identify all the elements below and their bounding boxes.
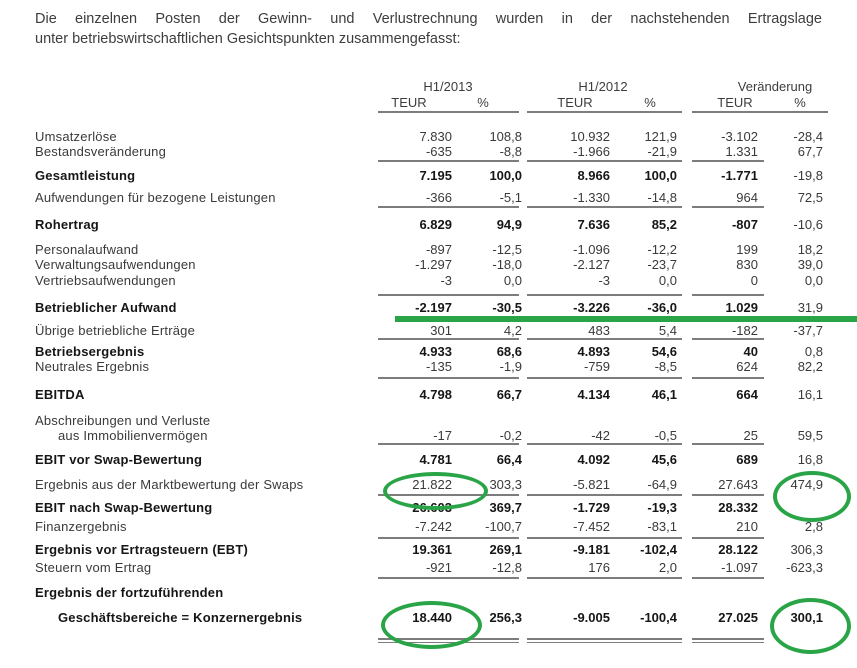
- cell-percent-value: 16,1: [797, 387, 823, 402]
- cell-teur-value: -42: [591, 428, 610, 443]
- table-rule: [692, 377, 764, 379]
- cell-percent-value: -19,3: [647, 500, 677, 515]
- row-label: Geschäftsbereiche = Konzernergebnis: [58, 610, 303, 625]
- table-row: [0, 169, 857, 185]
- row-label: aus Immobilienvermögen: [58, 428, 208, 443]
- cell-percent-value: 4,2: [503, 323, 522, 338]
- unit-header: TEUR: [717, 95, 753, 110]
- cell-teur-value: 7.636: [577, 217, 610, 232]
- table-row: [0, 301, 857, 317]
- cell-percent-value: -1,9: [499, 359, 522, 374]
- cell-teur-value: 176: [588, 560, 610, 575]
- table-rule: [527, 377, 682, 379]
- row-label: Ergebnis vor Ertragsteuern (EBT): [35, 542, 248, 557]
- row-label: Ergebnis aus der Marktbewertung der Swaps: [35, 477, 304, 492]
- unit-header: TEUR: [391, 95, 427, 110]
- table-rule: [692, 642, 764, 643]
- cell-percent-value: -21,9: [647, 144, 677, 159]
- table-rule: [692, 494, 764, 496]
- cell-teur-value: -9.181: [573, 542, 610, 557]
- row-label: Übrige betriebliche Erträge: [35, 323, 196, 338]
- cell-percent-value: -18,0: [492, 257, 522, 272]
- cell-teur-value: 830: [736, 257, 758, 272]
- cell-percent-value: 100,0: [489, 168, 522, 183]
- cell-percent-value: 54,6: [651, 344, 677, 359]
- cell-teur-value: 18.440: [412, 610, 452, 625]
- cell-percent-value: -83,1: [647, 519, 677, 534]
- cell-teur-value: 25: [743, 428, 758, 443]
- cell-teur-value: 689: [736, 452, 758, 467]
- cell-teur-value: 8.966: [577, 168, 610, 183]
- cell-teur-value: -5.821: [573, 477, 610, 492]
- row-label: Ergebnis der fortzuführenden: [35, 585, 224, 600]
- cell-percent-value: 45,6: [651, 452, 677, 467]
- table-rule: [692, 577, 764, 579]
- cell-percent-value: 16,8: [797, 452, 823, 467]
- highlight-circle-18440: [381, 601, 482, 649]
- cell-teur-value: -3.102: [721, 129, 758, 144]
- green-highlight-line: [395, 316, 857, 322]
- cell-teur-value: -7.242: [415, 519, 452, 534]
- cell-percent-value: -14,8: [647, 190, 677, 205]
- table-row: [0, 543, 857, 559]
- cell-percent-value: 59,5: [797, 428, 823, 443]
- cell-teur-value: 27.025: [718, 610, 758, 625]
- row-label: Neutrales Ergebnis: [35, 359, 150, 374]
- cell-percent-value: 474,9: [790, 477, 823, 492]
- cell-percent-value: 0,0: [658, 273, 677, 288]
- cell-percent-value: 85,2: [651, 217, 677, 232]
- cell-percent-value: 306,3: [790, 542, 823, 557]
- cell-teur-value: -1.966: [573, 144, 610, 159]
- cell-teur-value: -635: [425, 144, 452, 159]
- table-rule: [527, 642, 682, 643]
- cell-percent-value: -100,4: [640, 610, 677, 625]
- cell-percent-value: 0,8: [804, 344, 823, 359]
- table-rule: [692, 294, 764, 296]
- row-label: Abschreibungen und Verluste: [35, 413, 211, 428]
- table-rule: [527, 206, 682, 208]
- percent-header: %: [794, 95, 806, 110]
- cell-teur-value: -135: [425, 359, 452, 374]
- cell-teur-value: 28.332: [718, 500, 758, 515]
- cell-teur-value: 199: [736, 242, 758, 257]
- cell-percent-value: 82,2: [797, 359, 823, 374]
- cell-percent-value: 369,7: [489, 500, 522, 515]
- table-rule: [378, 443, 519, 445]
- cell-teur-value: -9.005: [573, 610, 610, 625]
- table-rule: [692, 537, 764, 539]
- cell-teur-value: -1.297: [415, 257, 452, 272]
- cell-percent-value: 303,3: [489, 477, 522, 492]
- cell-percent-value: 2,8: [804, 519, 823, 534]
- cell-percent-value: 108,8: [489, 129, 522, 144]
- table-rule: [527, 577, 682, 579]
- row-label: Betrieblicher Aufwand: [35, 300, 177, 315]
- table-row: [0, 274, 857, 290]
- row-label: Umsatzerlöse: [35, 129, 117, 144]
- table-rule: [527, 443, 682, 445]
- row-label: Gesamtleistung: [35, 168, 136, 183]
- cell-percent-value: -23,7: [647, 257, 677, 272]
- cell-teur-value: -759: [583, 359, 610, 374]
- intro-paragraph: [35, 9, 822, 49]
- table-rule: [527, 537, 682, 539]
- cell-percent-value: 66,4: [496, 452, 522, 467]
- cell-teur-value: 4.781: [419, 452, 452, 467]
- highlight-circle-21822: [383, 472, 488, 510]
- cell-teur-value: 7.830: [419, 129, 452, 144]
- cell-teur-value: -897: [425, 242, 452, 257]
- cell-teur-value: 1.029: [725, 300, 758, 315]
- cell-percent-value: 68,6: [496, 344, 522, 359]
- table-rule: [527, 494, 682, 496]
- table-row: [0, 191, 857, 207]
- row-label: Rohertrag: [35, 217, 99, 232]
- column-group-header: H1/2012: [578, 79, 628, 94]
- cell-percent-value: 31,9: [797, 300, 823, 315]
- table-rule: [692, 160, 764, 162]
- column-group-header: H1/2013: [423, 79, 473, 94]
- row-label: Aufwendungen für bezogene Leistungen: [35, 190, 276, 205]
- column-group-header: Veränderung: [737, 79, 813, 94]
- cell-teur-value: 664: [736, 387, 758, 402]
- highlight-circle-300-1: [770, 598, 851, 654]
- cell-percent-value: 269,1: [489, 542, 522, 557]
- cell-percent-value: -102,4: [640, 542, 677, 557]
- row-label: Finanzergebnis: [35, 519, 127, 534]
- table-rule: [692, 443, 764, 445]
- table-row: [0, 453, 857, 469]
- cell-teur-value: 26.603: [412, 500, 452, 515]
- cell-percent-value: 2,0: [658, 560, 677, 575]
- table-row: [0, 258, 857, 274]
- table-rule: [378, 377, 519, 379]
- row-label: EBIT vor Swap-Bewertung: [35, 452, 203, 467]
- cell-teur-value: 4.798: [419, 387, 452, 402]
- cell-teur-value: 0: [750, 273, 758, 288]
- table-rule: [692, 111, 828, 113]
- cell-teur-value: 4.092: [577, 452, 610, 467]
- unit-header: TEUR: [557, 95, 593, 110]
- table-row: [0, 586, 857, 602]
- cell-teur-value: 6.829: [419, 217, 452, 232]
- cell-percent-value: 256,3: [489, 610, 522, 625]
- table-rule: [527, 638, 682, 640]
- table-row: [0, 388, 857, 404]
- cell-percent-value: -30,5: [492, 300, 522, 315]
- cell-teur-value: -1.097: [721, 560, 758, 575]
- cell-teur-value: 483: [588, 323, 610, 338]
- cell-percent-value: -0,5: [654, 428, 677, 443]
- cell-percent-value: -10,6: [793, 217, 823, 232]
- row-label: Vertriebsaufwendungen: [35, 273, 176, 288]
- table-rule: [378, 537, 519, 539]
- cell-teur-value: 27.643: [718, 477, 758, 492]
- cell-teur-value: 21.822: [412, 477, 452, 492]
- table-row: [0, 218, 857, 234]
- table-row: [0, 520, 857, 536]
- cell-percent-value: -36,0: [647, 300, 677, 315]
- cell-percent-value: 121,9: [644, 129, 677, 144]
- cell-percent-value: 39,0: [797, 257, 823, 272]
- table-rule: [378, 111, 519, 113]
- cell-percent-value: -37,7: [793, 323, 823, 338]
- intro-line-2: unter betriebswirtschaftlichen Gesichtspunkten zusammengefasst:: [35, 31, 461, 47]
- table-rule: [378, 160, 519, 162]
- table-rule: [692, 206, 764, 208]
- cell-teur-value: 40: [743, 344, 758, 359]
- table-row: [0, 360, 857, 376]
- cell-percent-value: 66,7: [496, 387, 522, 402]
- table-rule: [378, 206, 519, 208]
- row-label: EBITDA: [35, 387, 85, 402]
- cell-percent-value: -623,3: [786, 560, 823, 575]
- table-rule: [527, 294, 682, 296]
- cell-percent-value: -28,4: [793, 129, 823, 144]
- cell-teur-value: -17: [433, 428, 452, 443]
- cell-teur-value: -182: [731, 323, 758, 338]
- intro-line-1: Die einzelnen Posten der Gewinn- und Verlustrechnung wurden in der nachstehenden Ertragslage: [35, 11, 822, 27]
- cell-percent-value: -5,1: [499, 190, 522, 205]
- cell-teur-value: 4.933: [419, 344, 452, 359]
- cell-teur-value: 4.893: [577, 344, 610, 359]
- cell-teur-value: 19.361: [412, 542, 452, 557]
- cell-percent-value: 0,0: [503, 273, 522, 288]
- row-label: Personalaufwand: [35, 242, 139, 257]
- table-rule: [527, 338, 682, 340]
- highlight-circle-474-9: [773, 471, 851, 522]
- table-row: [0, 561, 857, 577]
- percent-header: %: [477, 95, 489, 110]
- cell-percent-value: -12,2: [647, 242, 677, 257]
- cell-teur-value: -921: [425, 560, 452, 575]
- cell-percent-value: -8,5: [654, 359, 677, 374]
- table-rule: [378, 294, 519, 296]
- cell-percent-value: -19,8: [793, 168, 823, 183]
- cell-teur-value: -366: [425, 190, 452, 205]
- row-label: EBIT nach Swap-Bewertung: [35, 500, 213, 515]
- cell-percent-value: 0,0: [804, 273, 823, 288]
- cell-teur-value: -2.197: [415, 300, 452, 315]
- cell-teur-value: 7.195: [419, 168, 452, 183]
- cell-teur-value: 1.331: [725, 144, 758, 159]
- cell-teur-value: 301: [430, 323, 452, 338]
- row-label: Verwaltungsaufwendungen: [35, 257, 196, 272]
- row-label: Betriebsergebnis: [35, 344, 145, 359]
- cell-teur-value: 624: [736, 359, 758, 374]
- cell-teur-value: 210: [736, 519, 758, 534]
- cell-percent-value: 46,1: [651, 387, 677, 402]
- cell-teur-value: -3: [440, 273, 452, 288]
- row-label: Steuern vom Ertrag: [35, 560, 152, 575]
- table-rule: [527, 160, 682, 162]
- table-rule: [378, 577, 519, 579]
- percent-header: %: [644, 95, 656, 110]
- cell-teur-value: -7.452: [573, 519, 610, 534]
- table-rule: [378, 338, 519, 340]
- cell-percent-value: 67,7: [797, 144, 823, 159]
- cell-teur-value: 4.134: [577, 387, 610, 402]
- cell-teur-value: -3: [598, 273, 610, 288]
- cell-percent-value: -8,8: [499, 144, 522, 159]
- table-rule: [692, 638, 764, 640]
- cell-percent-value: 72,5: [797, 190, 823, 205]
- table-row: [0, 145, 857, 161]
- cell-teur-value: -3.226: [573, 300, 610, 315]
- cell-teur-value: -1.096: [573, 242, 610, 257]
- cell-teur-value: 964: [736, 190, 758, 205]
- table-rule: [527, 111, 682, 113]
- cell-percent-value: -0,2: [499, 428, 522, 443]
- cell-teur-value: -2.127: [573, 257, 610, 272]
- cell-percent-value: -100,7: [485, 519, 522, 534]
- cell-teur-value: -807: [731, 217, 758, 232]
- row-label: Bestandsveränderung: [35, 144, 167, 159]
- table-rule: [692, 338, 764, 340]
- cell-teur-value: -1.330: [573, 190, 610, 205]
- cell-percent-value: -12,5: [492, 242, 522, 257]
- cell-percent-value: 300,1: [790, 610, 823, 625]
- cell-percent-value: 5,4: [658, 323, 677, 338]
- cell-percent-value: 18,2: [797, 242, 823, 257]
- cell-teur-value: -1.771: [721, 168, 758, 183]
- cell-percent-value: 94,9: [496, 217, 522, 232]
- cell-teur-value: 28.122: [718, 542, 758, 557]
- cell-percent-value: -12,8: [492, 560, 522, 575]
- cell-percent-value: -64,9: [647, 477, 677, 492]
- cell-percent-value: 100,0: [644, 168, 677, 183]
- cell-teur-value: -1.729: [573, 500, 610, 515]
- cell-teur-value: 10.932: [570, 129, 610, 144]
